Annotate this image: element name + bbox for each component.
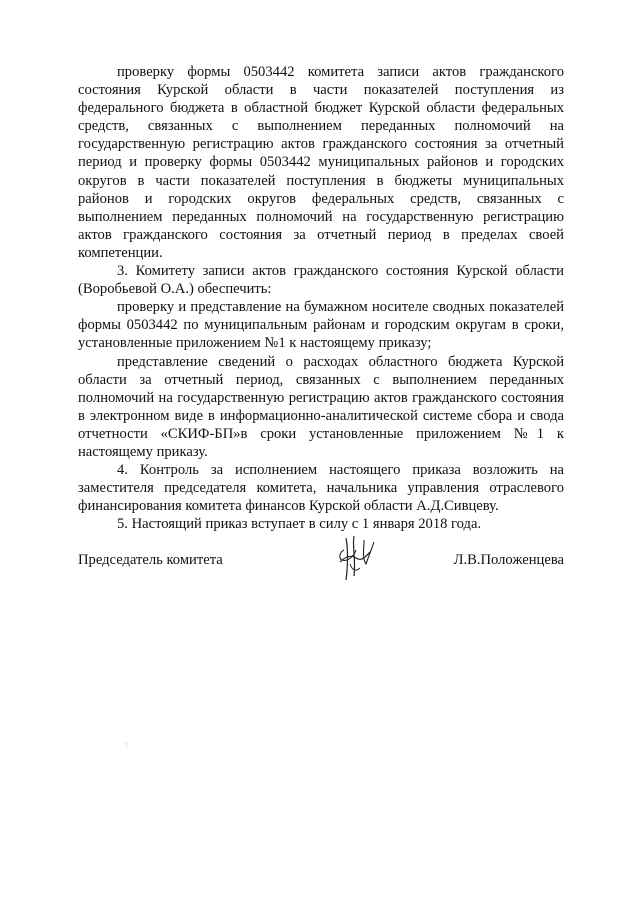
paragraph-item-3: 3. Комитету записи актов гражданского состояния Курской области (Воробьевой О.А.) обеспечить: xyxy=(78,263,564,298)
document-body xyxy=(78,63,564,533)
scan-artifact xyxy=(126,742,127,747)
signer-name: Л.В.Положенцева xyxy=(453,552,564,568)
signer-position: Председатель комитета xyxy=(78,552,223,568)
handwritten-signature-icon xyxy=(326,532,386,584)
paragraph-form-check: проверку формы 0503442 комитета записи актов гражданского состояния Курской области в части показателей поступления из федерального бюджета в областной бюджет Курской области федеральных средств, связанных с выполнением переданных полномочий на государственную регистрацию актов гражданского состояния за отчетный период и проверку формы 0503442 муниципальных районов и городских округов в части показателей поступления в бюджеты муниципальных районов и городских округов федеральных средств, связанных с выполнением переданных полномочий на государственную регистрацию актов гражданского состояния за отчетный период в пределах своей компетенции. xyxy=(78,64,564,261)
paragraph-item-5: 5. Настоящий приказ вступает в силу с 1 января 2018 года. xyxy=(117,516,482,533)
paragraph-item-4: 4. Контроль за исполнением настоящего приказа возложить на заместителя председателя комитета, начальника управления отраслевого финансирования комитета финансов Курской области А.Д.Сивцеву. xyxy=(78,462,564,515)
paragraph-summary-check: проверку и представление на бумажном носителе сводных показателей формы 0503442 по муниципальным районам и городским округам в сроки, установленные приложением №1 к настоящему приказу; xyxy=(78,299,564,352)
signature-block xyxy=(78,544,564,584)
paragraph-expense-report: представление сведений о расходах областного бюджета Курской области за отчетный период, связанных с выполнением переданных полномочий на государственную регистрацию актов гражданского состояния в электронном виде в информационно-аналитической системе сбора и свода отчетности «СКИФ-БП»в сроки установленные приложением №1 к настоящему приказу. xyxy=(78,353,564,460)
